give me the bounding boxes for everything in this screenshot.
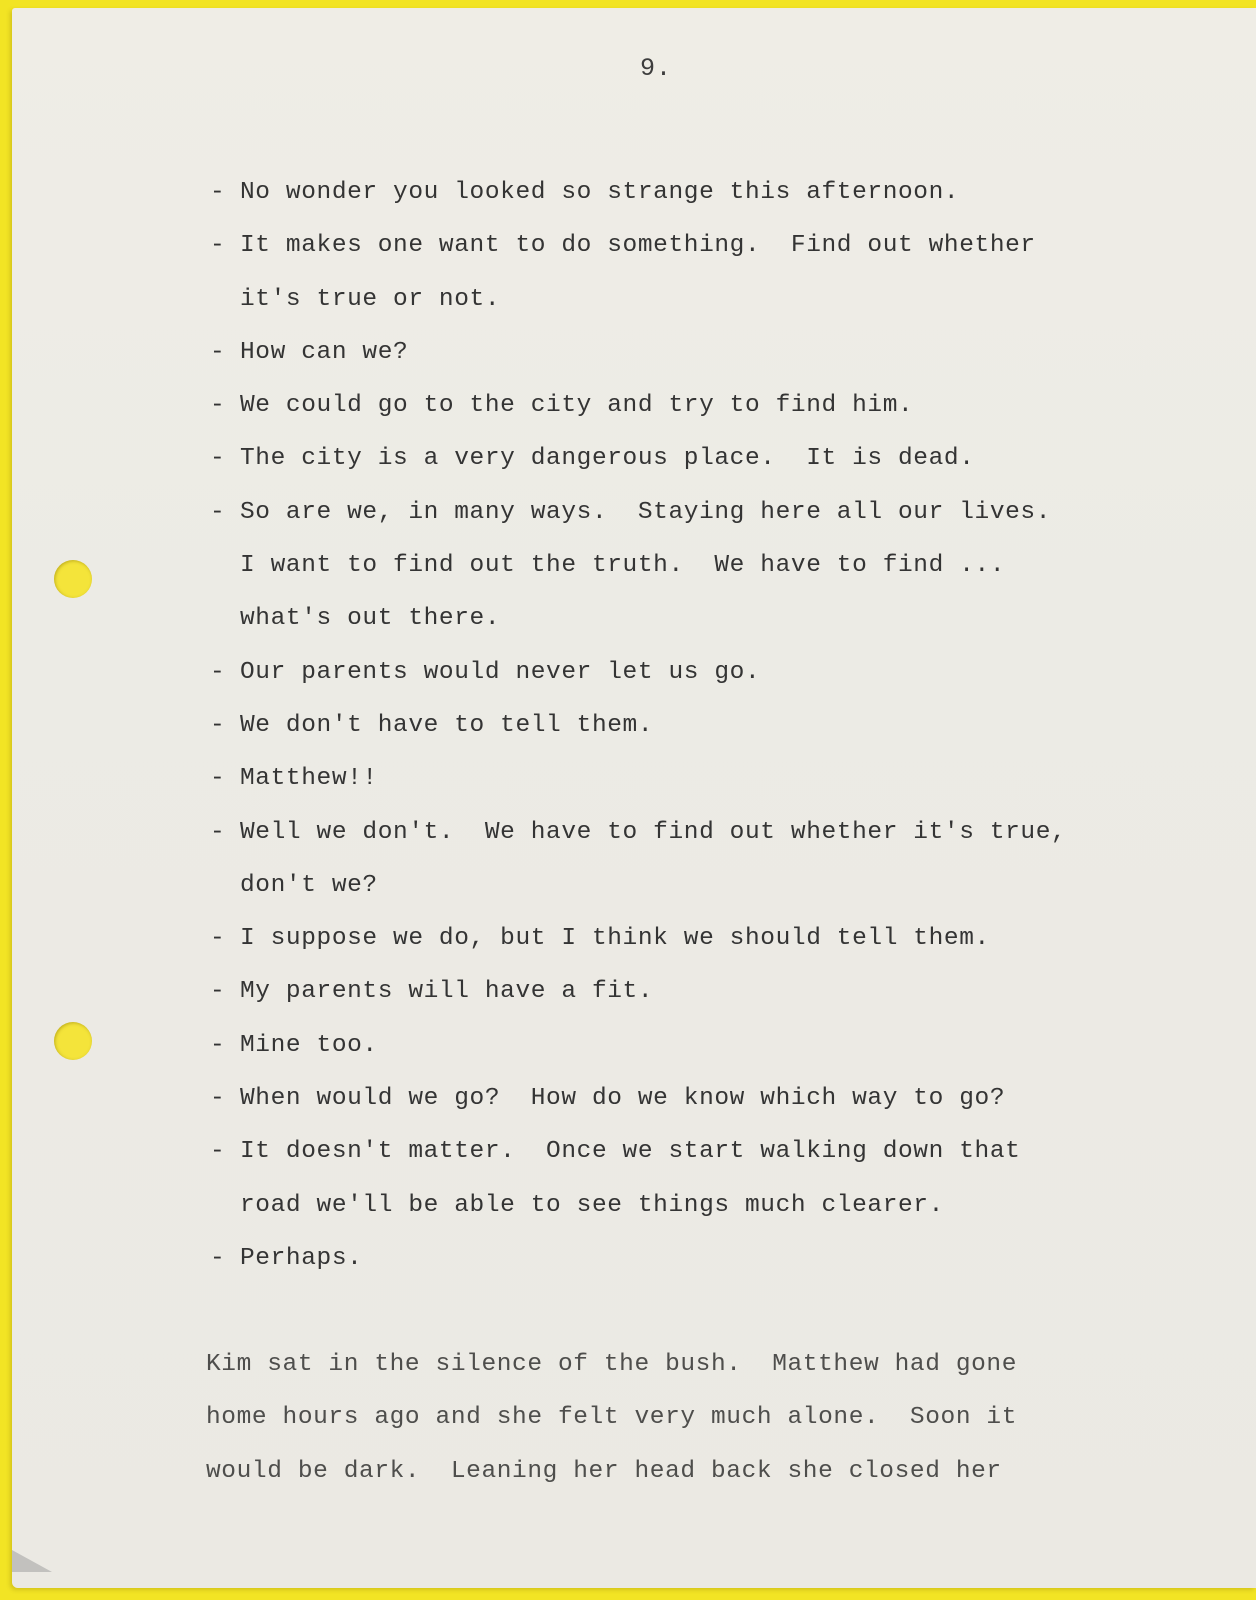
narrative-line: home hours ago and she felt very much alone. Soon it: [206, 1404, 1018, 1432]
folded-corner: [12, 1550, 52, 1572]
dialogue-line: - The city is a very dangerous place. It is dead.: [210, 445, 975, 473]
dialogue-continuation: what's out there.: [240, 605, 501, 633]
dialogue-continuation: I want to find out the truth. We have to find ...: [240, 552, 1006, 580]
dialogue-line: - I suppose we do, but I think we should tell them.: [210, 925, 990, 953]
dialogue-line: - We could go to the city and try to find him.: [210, 392, 914, 420]
dialogue-line: - Mine too.: [210, 1031, 378, 1059]
dialogue-continuation: don't we?: [240, 871, 378, 899]
dialogue-line: - So are we, in many ways. Staying here all our lives.: [210, 498, 1052, 526]
narrative-paragraph: [206, 1338, 1206, 1498]
page-number: 9.: [640, 54, 673, 83]
dialogue-line: - We don't have to tell them.: [210, 711, 654, 739]
dialogue-continuation: road we'll be able to see things much clearer.: [240, 1191, 944, 1219]
dialogue-block: [210, 166, 1210, 1285]
dialogue-line: - Well we don't. We have to find out whether it's true,: [210, 818, 1067, 846]
dialogue-line: - When would we go? How do we know which way to go?: [210, 1085, 1006, 1113]
dialogue-line: - It makes one want to do something. Find out whether: [210, 232, 1036, 260]
dialogue-continuation: it's true or not.: [240, 285, 501, 313]
dialogue-line: - It doesn't matter. Once we start walking down that: [210, 1138, 1021, 1166]
punch-hole-upper: [54, 560, 92, 598]
punch-hole-lower: [54, 1022, 92, 1060]
dialogue-line: - No wonder you looked so strange this afternoon.: [210, 179, 960, 206]
dialogue-line: - Our parents would never let us go.: [210, 658, 761, 686]
narrative-line: would be dark. Leaning her head back she closed her: [206, 1457, 1002, 1485]
dialogue-line: - How can we?: [210, 338, 409, 366]
dialogue-line: - My parents will have a fit.: [210, 978, 654, 1006]
dialogue-line: - Matthew!!: [210, 765, 378, 793]
dialogue-line: - Perhaps.: [210, 1244, 363, 1272]
narrative-line: Kim sat in the silence of the bush. Matthew had gone: [206, 1351, 1018, 1378]
